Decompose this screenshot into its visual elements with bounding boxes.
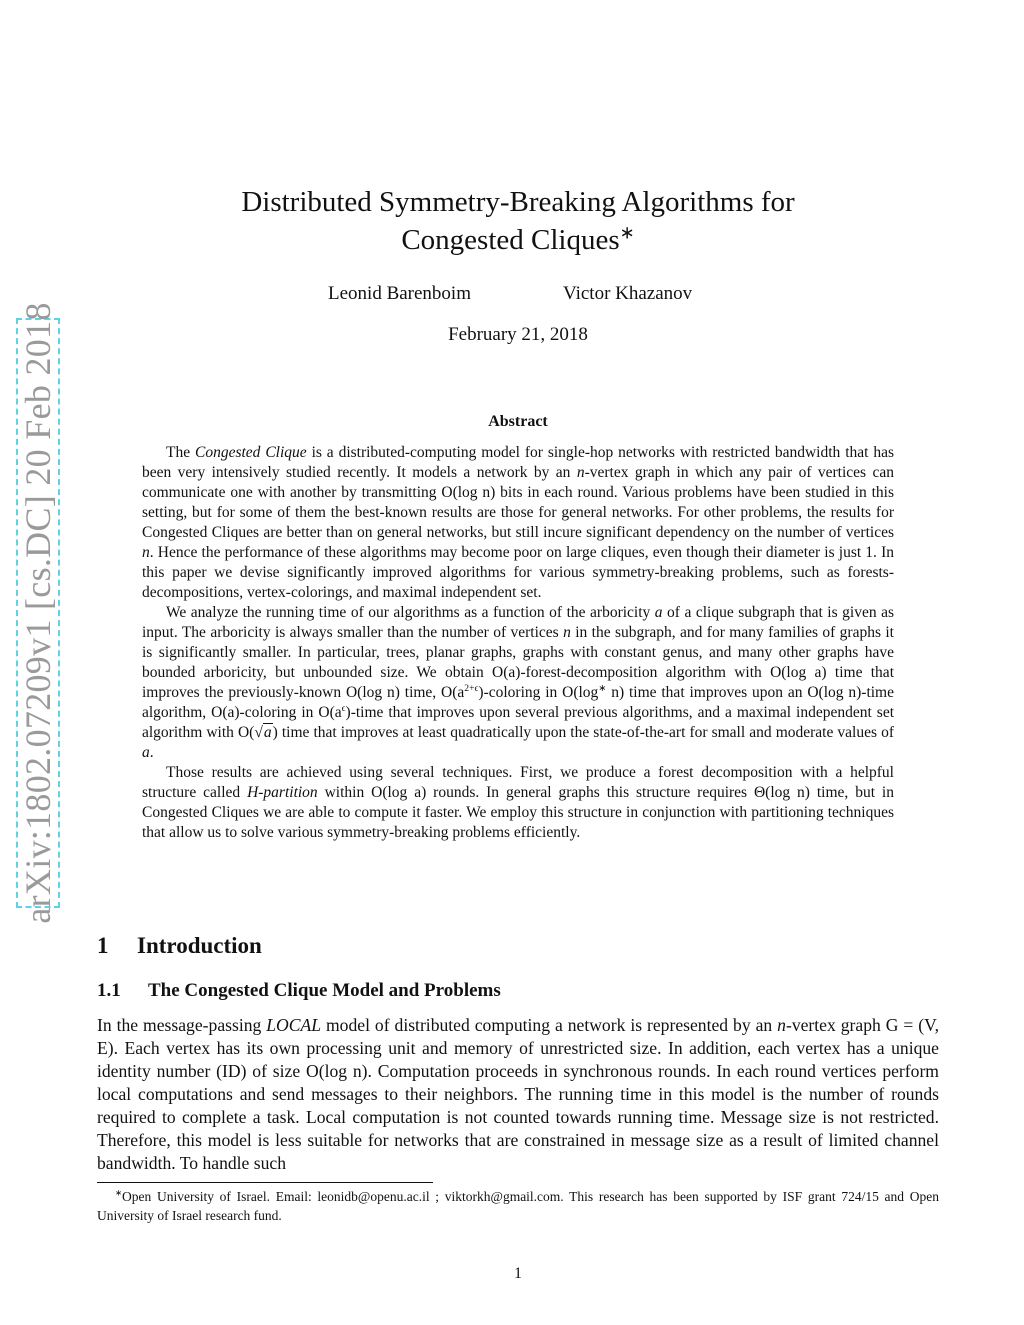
math: G = (V, E)	[97, 1015, 939, 1058]
footnote	[97, 1187, 939, 1225]
section-heading	[97, 933, 262, 959]
math: O(a)	[211, 704, 240, 721]
math: O(log n)	[807, 684, 862, 701]
math: O(log a)	[371, 784, 427, 801]
math: O(log n)	[441, 484, 496, 501]
section-title: Introduction	[137, 933, 262, 958]
abstract-paragraph: The Congested Clique is a distributed-computing model for single-hop networks with restricted bandwidth that has been very intensively studied recently. It models a network by an n-vertex graph in which any pair of vertices can communicate one with another by transmitting O(log n) bits in each round. Various problems have been studied in this setting, but for some of them the best-known results are those for general networks. For other problems, the results for Congested Cliques are better than on general networks, but still incure significant dependency on the number of vertices n. Hence the performance of these algorithms may become poor on large cliques, even though their diameter is just 1. In this paper we devise significantly improved algorithms for various symmetry-breaking problems, such as forests-decompositions, vertex-colorings, and maximal independent set.	[142, 444, 894, 601]
footnote-text: Open University of Israel. Email: leonidb@openu.ac.il ; viktorkh@gmail.com. This research has been supported by ISF grant 724/15 and Open University of Israel research fund.	[97, 1189, 939, 1223]
paper-date: February 21, 2018	[448, 324, 588, 345]
author-list	[0, 283, 1024, 307]
math: n	[563, 624, 571, 641]
math: O(log∗ n)	[562, 682, 625, 701]
math: n	[576, 464, 585, 481]
emphasis: LOCAL	[266, 1015, 322, 1035]
footnote-marker: ∗	[115, 1188, 123, 1198]
footnote-divider	[97, 1182, 433, 1183]
math: $O(a^\epsilon)$	[318, 702, 351, 721]
section-number: 1	[97, 933, 109, 958]
math: Θ(log n)	[753, 784, 810, 801]
arxiv-stamp-text: arXiv:1802.07209v1 [cs.DC] 20 Feb 2018	[18, 302, 58, 924]
math: $O(a^{2+\epsilon})$	[441, 682, 484, 701]
body-paragraph: In the message-passing LOCAL model of distributed computing a network is represented by an n-vertex graph G = (V, E). Each vertex has its own processing unit and memory of unrestricted size. In addition, each vertex has a unique identity number (ID) of size O(log n). Computation proceeds in synchronous rounds. In each round vertices perform local computations and send messages to their neighbors. The running time in this model is the number of rounds required to complete a task. Local computation is not counted towards running time. Message size is not restricted. Therefore, this model is less suitable for networks that are constrained in message size as a result of limited channel bandwidth. To handle such	[97, 1015, 939, 1173]
math: O(log n)	[306, 1061, 368, 1081]
math: O(a)	[492, 664, 521, 681]
arxiv-stamp[interactable]	[16, 302, 60, 924]
title-line-2: Congested Cliques	[401, 224, 620, 256]
subsection-title: The Congested Clique Model and Problems	[148, 980, 501, 1001]
math: a	[654, 604, 663, 621]
paper-title	[120, 183, 916, 259]
title-footnote-marker: ∗	[619, 222, 635, 243]
math: O(log n)	[345, 684, 400, 701]
subsection-heading	[97, 980, 501, 1002]
emphasis: Congested Clique	[195, 444, 307, 461]
title-line-1: Distributed Symmetry-Breaking Algorithms for	[241, 186, 795, 218]
author-name: Leonid Barenboim	[328, 283, 471, 304]
math: n	[142, 544, 150, 561]
math: O(log a)	[770, 664, 827, 681]
math: n	[777, 1015, 786, 1035]
emphasis: H-partition	[247, 784, 318, 801]
author-name: Victor Khazanov	[563, 283, 693, 304]
abstract-paragraph: We analyze the running time of our algorithms as a function of the arboricity a of a clique subgraph that is given as input. The arboricity is always smaller than the number of vertices n in the subgraph, and for many families of graphs it is significantly smaller. In particular, trees, planar graphs, graphs with constant genus, and many other graphs have bounded arboricity, but unbounded size. We obtain O(a)-forest-decomposition algorithm with O(log a) time that improves the previously-known O(log n) time, $O(a^{2+\epsilon})$-coloring in O(log∗ n) time that improves upon an O(log n)-time algorithm, O(a)-coloring in $O(a^\epsilon)$-time that improves upon several previous algorithms, and a maximal independent set algorithm with O(√a) time that improves at least quadratically upon the state-of-the-art for small and moderate values of a.	[142, 604, 895, 761]
abstract-paragraph: Those results are achieved using several techniques. First, we produce a forest decomposition with a helpful structure called H-partition within O(log a) rounds. In general graphs this structure requires Θ(log n) time, but in Congested Cliques we are able to compute it faster. We employ this structure in conjunction with partitioning techniques that allow us to solve various symmetry-breaking problems efficiently.	[142, 764, 894, 841]
abstract-heading: Abstract	[488, 413, 548, 430]
subsection-number: 1.1	[97, 980, 121, 1001]
abstract-body	[142, 443, 894, 843]
page-number: 1	[514, 1265, 522, 1282]
math: a	[142, 744, 150, 761]
math: O(√a)	[237, 724, 278, 741]
